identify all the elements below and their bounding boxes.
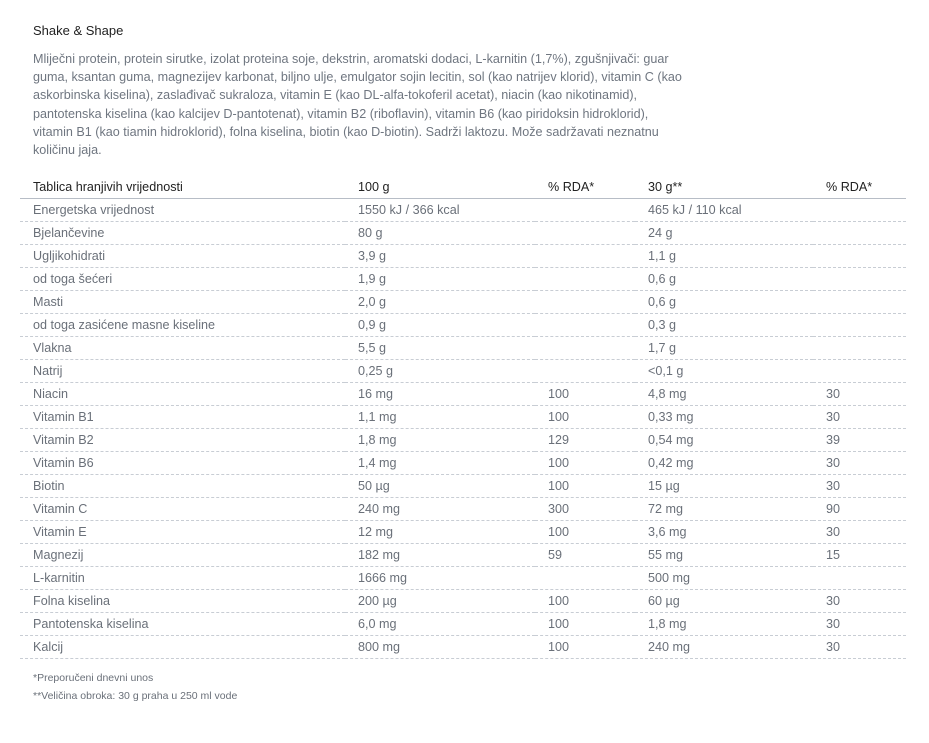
nutrient-name: Energetska vrijednost <box>20 199 345 222</box>
value-100g: 1550 kJ / 366 kcal <box>345 199 535 222</box>
rda-serving: 30 <box>813 636 906 659</box>
rda-serving: 15 <box>813 544 906 567</box>
nutrient-name: L-karnitin <box>20 567 345 590</box>
rda-serving <box>813 268 906 291</box>
table-row <box>20 544 906 567</box>
nutrient-name: Pantotenska kiselina <box>20 613 345 636</box>
rda-100g <box>535 268 635 291</box>
footnote-rda: *Preporučeni dnevni unos <box>33 672 154 685</box>
table-row <box>20 590 906 613</box>
value-100g: 12 mg <box>345 521 535 544</box>
value-serving: 4,8 mg <box>635 383 813 406</box>
nutrient-name: Niacin <box>20 383 345 406</box>
table-row <box>20 406 906 429</box>
rda-serving: 30 <box>813 406 906 429</box>
value-serving: 0,54 mg <box>635 429 813 452</box>
table-body <box>20 199 906 659</box>
table-row <box>20 222 906 245</box>
rda-100g <box>535 222 635 245</box>
rda-serving: 30 <box>813 590 906 613</box>
rda-100g <box>535 245 635 268</box>
rda-100g: 300 <box>535 498 635 521</box>
rda-100g: 100 <box>535 521 635 544</box>
value-serving: 24 g <box>635 222 813 245</box>
value-serving: 240 mg <box>635 636 813 659</box>
rda-100g: 100 <box>535 613 635 636</box>
value-serving: 0,6 g <box>635 268 813 291</box>
rda-100g: 100 <box>535 636 635 659</box>
rda-100g: 100 <box>535 590 635 613</box>
value-100g: 50 µg <box>345 475 535 498</box>
value-100g: 1,4 mg <box>345 452 535 475</box>
value-100g: 2,0 g <box>345 291 535 314</box>
rda-serving <box>813 245 906 268</box>
table-header-row <box>20 176 906 199</box>
table-row <box>20 498 906 521</box>
table-row <box>20 360 906 383</box>
value-serving: 500 mg <box>635 567 813 590</box>
value-100g: 1,8 mg <box>345 429 535 452</box>
nutrient-name: Magnezij <box>20 544 345 567</box>
table-row <box>20 452 906 475</box>
value-100g: 800 mg <box>345 636 535 659</box>
table-row <box>20 337 906 360</box>
table-row <box>20 383 906 406</box>
rda-100g <box>535 291 635 314</box>
table-row <box>20 245 906 268</box>
nutrient-name: Kalcij <box>20 636 345 659</box>
value-100g: 0,9 g <box>345 314 535 337</box>
rda-100g: 100 <box>535 383 635 406</box>
value-serving: 15 µg <box>635 475 813 498</box>
header-per-serving: 30 g** <box>635 176 813 199</box>
header-nutrient: Tablica hranjivih vrijednosti <box>20 176 345 199</box>
header-rda-serving: % RDA* <box>813 176 906 199</box>
nutrient-name: od toga šećeri <box>20 268 345 291</box>
rda-serving: 30 <box>813 383 906 406</box>
rda-serving <box>813 291 906 314</box>
rda-100g: 129 <box>535 429 635 452</box>
rda-100g: 100 <box>535 475 635 498</box>
nutrient-name: Bjelančevine <box>20 222 345 245</box>
value-100g: 240 mg <box>345 498 535 521</box>
rda-100g <box>535 199 635 222</box>
rda-serving <box>813 337 906 360</box>
value-serving: 0,33 mg <box>635 406 813 429</box>
nutrient-name: Natrij <box>20 360 345 383</box>
value-serving: 3,6 mg <box>635 521 813 544</box>
rda-serving: 90 <box>813 498 906 521</box>
rda-serving <box>813 360 906 383</box>
rda-100g <box>535 360 635 383</box>
value-100g: 3,9 g <box>345 245 535 268</box>
nutrient-name: Vitamin B2 <box>20 429 345 452</box>
value-100g: 182 mg <box>345 544 535 567</box>
rda-100g <box>535 314 635 337</box>
table-row <box>20 521 906 544</box>
rda-100g <box>535 567 635 590</box>
table-row <box>20 199 906 222</box>
value-100g: 5,5 g <box>345 337 535 360</box>
nutrient-name: Vlakna <box>20 337 345 360</box>
ingredients-text: Mliječni protein, protein sirutke, izolat proteina soje, dekstrin, aromatski dodaci, L-karnitin (1,7%), zgušnjivači: guar guma, ksantan guma, magnezijev karbonat, biljno ulje, emulgator sojin lecitin, sol (kao natrijev klorid), vitamin C (kao askorbinska kiselina), zaslađivač sukraloza, vitamin E (kao DL-alfa-tokoferil acetat), niacin (kao nikotinamid), pantotenska kiselina (kao kalcijev D-pantotenat), vitamin B2 (riboflavin), vitamin B6 (kao piridoksin hidroklorid), vitamin B1 (kao tiamin hidroklorid), folna kiselina, biotin (kao D-biotin). Sadrži laktozu. Može sadržavati neznatnu količinu jaja. <box>33 52 682 158</box>
footnote-serving: **Veličina obroka: 30 g praha u 250 ml vode <box>33 690 238 703</box>
product-title: Shake & Shape <box>33 23 124 38</box>
value-serving: 60 µg <box>635 590 813 613</box>
value-100g: 16 mg <box>345 383 535 406</box>
table-row <box>20 314 906 337</box>
nutrient-name: Vitamin E <box>20 521 345 544</box>
rda-serving <box>813 199 906 222</box>
value-serving: 0,6 g <box>635 291 813 314</box>
header-per-100g: 100 g <box>345 176 535 199</box>
value-serving: 1,7 g <box>635 337 813 360</box>
table-row <box>20 268 906 291</box>
value-serving: 1,8 mg <box>635 613 813 636</box>
rda-100g: 100 <box>535 406 635 429</box>
table-row <box>20 613 906 636</box>
nutrient-name: od toga zasićene masne kiseline <box>20 314 345 337</box>
rda-serving <box>813 567 906 590</box>
header-rda-100g: % RDA* <box>535 176 635 199</box>
rda-100g: 59 <box>535 544 635 567</box>
value-serving: 0,42 mg <box>635 452 813 475</box>
footnotes <box>33 669 906 705</box>
rda-serving <box>813 314 906 337</box>
value-serving: <0,1 g <box>635 360 813 383</box>
table-row <box>20 291 906 314</box>
nutrient-name: Vitamin B6 <box>20 452 345 475</box>
rda-serving: 39 <box>813 429 906 452</box>
value-100g: 80 g <box>345 222 535 245</box>
nutrient-name: Ugljikohidrati <box>20 245 345 268</box>
value-100g: 1666 mg <box>345 567 535 590</box>
nutrient-name: Folna kiselina <box>20 590 345 613</box>
value-100g: 0,25 g <box>345 360 535 383</box>
nutrition-table <box>20 176 906 659</box>
value-100g: 1,9 g <box>345 268 535 291</box>
value-100g: 6,0 mg <box>345 613 535 636</box>
value-serving: 72 mg <box>635 498 813 521</box>
value-100g: 200 µg <box>345 590 535 613</box>
value-100g: 1,1 mg <box>345 406 535 429</box>
rda-100g: 100 <box>535 452 635 475</box>
table-row <box>20 475 906 498</box>
value-serving: 0,3 g <box>635 314 813 337</box>
rda-serving: 30 <box>813 521 906 544</box>
value-serving: 465 kJ / 110 kcal <box>635 199 813 222</box>
table-row <box>20 567 906 590</box>
value-serving: 55 mg <box>635 544 813 567</box>
nutrient-name: Vitamin C <box>20 498 345 521</box>
rda-serving <box>813 222 906 245</box>
nutrient-name: Biotin <box>20 475 345 498</box>
rda-100g <box>535 337 635 360</box>
table-row <box>20 636 906 659</box>
nutrient-name: Masti <box>20 291 345 314</box>
rda-serving: 30 <box>813 475 906 498</box>
table-row <box>20 429 906 452</box>
rda-serving: 30 <box>813 613 906 636</box>
value-serving: 1,1 g <box>635 245 813 268</box>
rda-serving: 30 <box>813 452 906 475</box>
nutrient-name: Vitamin B1 <box>20 406 345 429</box>
